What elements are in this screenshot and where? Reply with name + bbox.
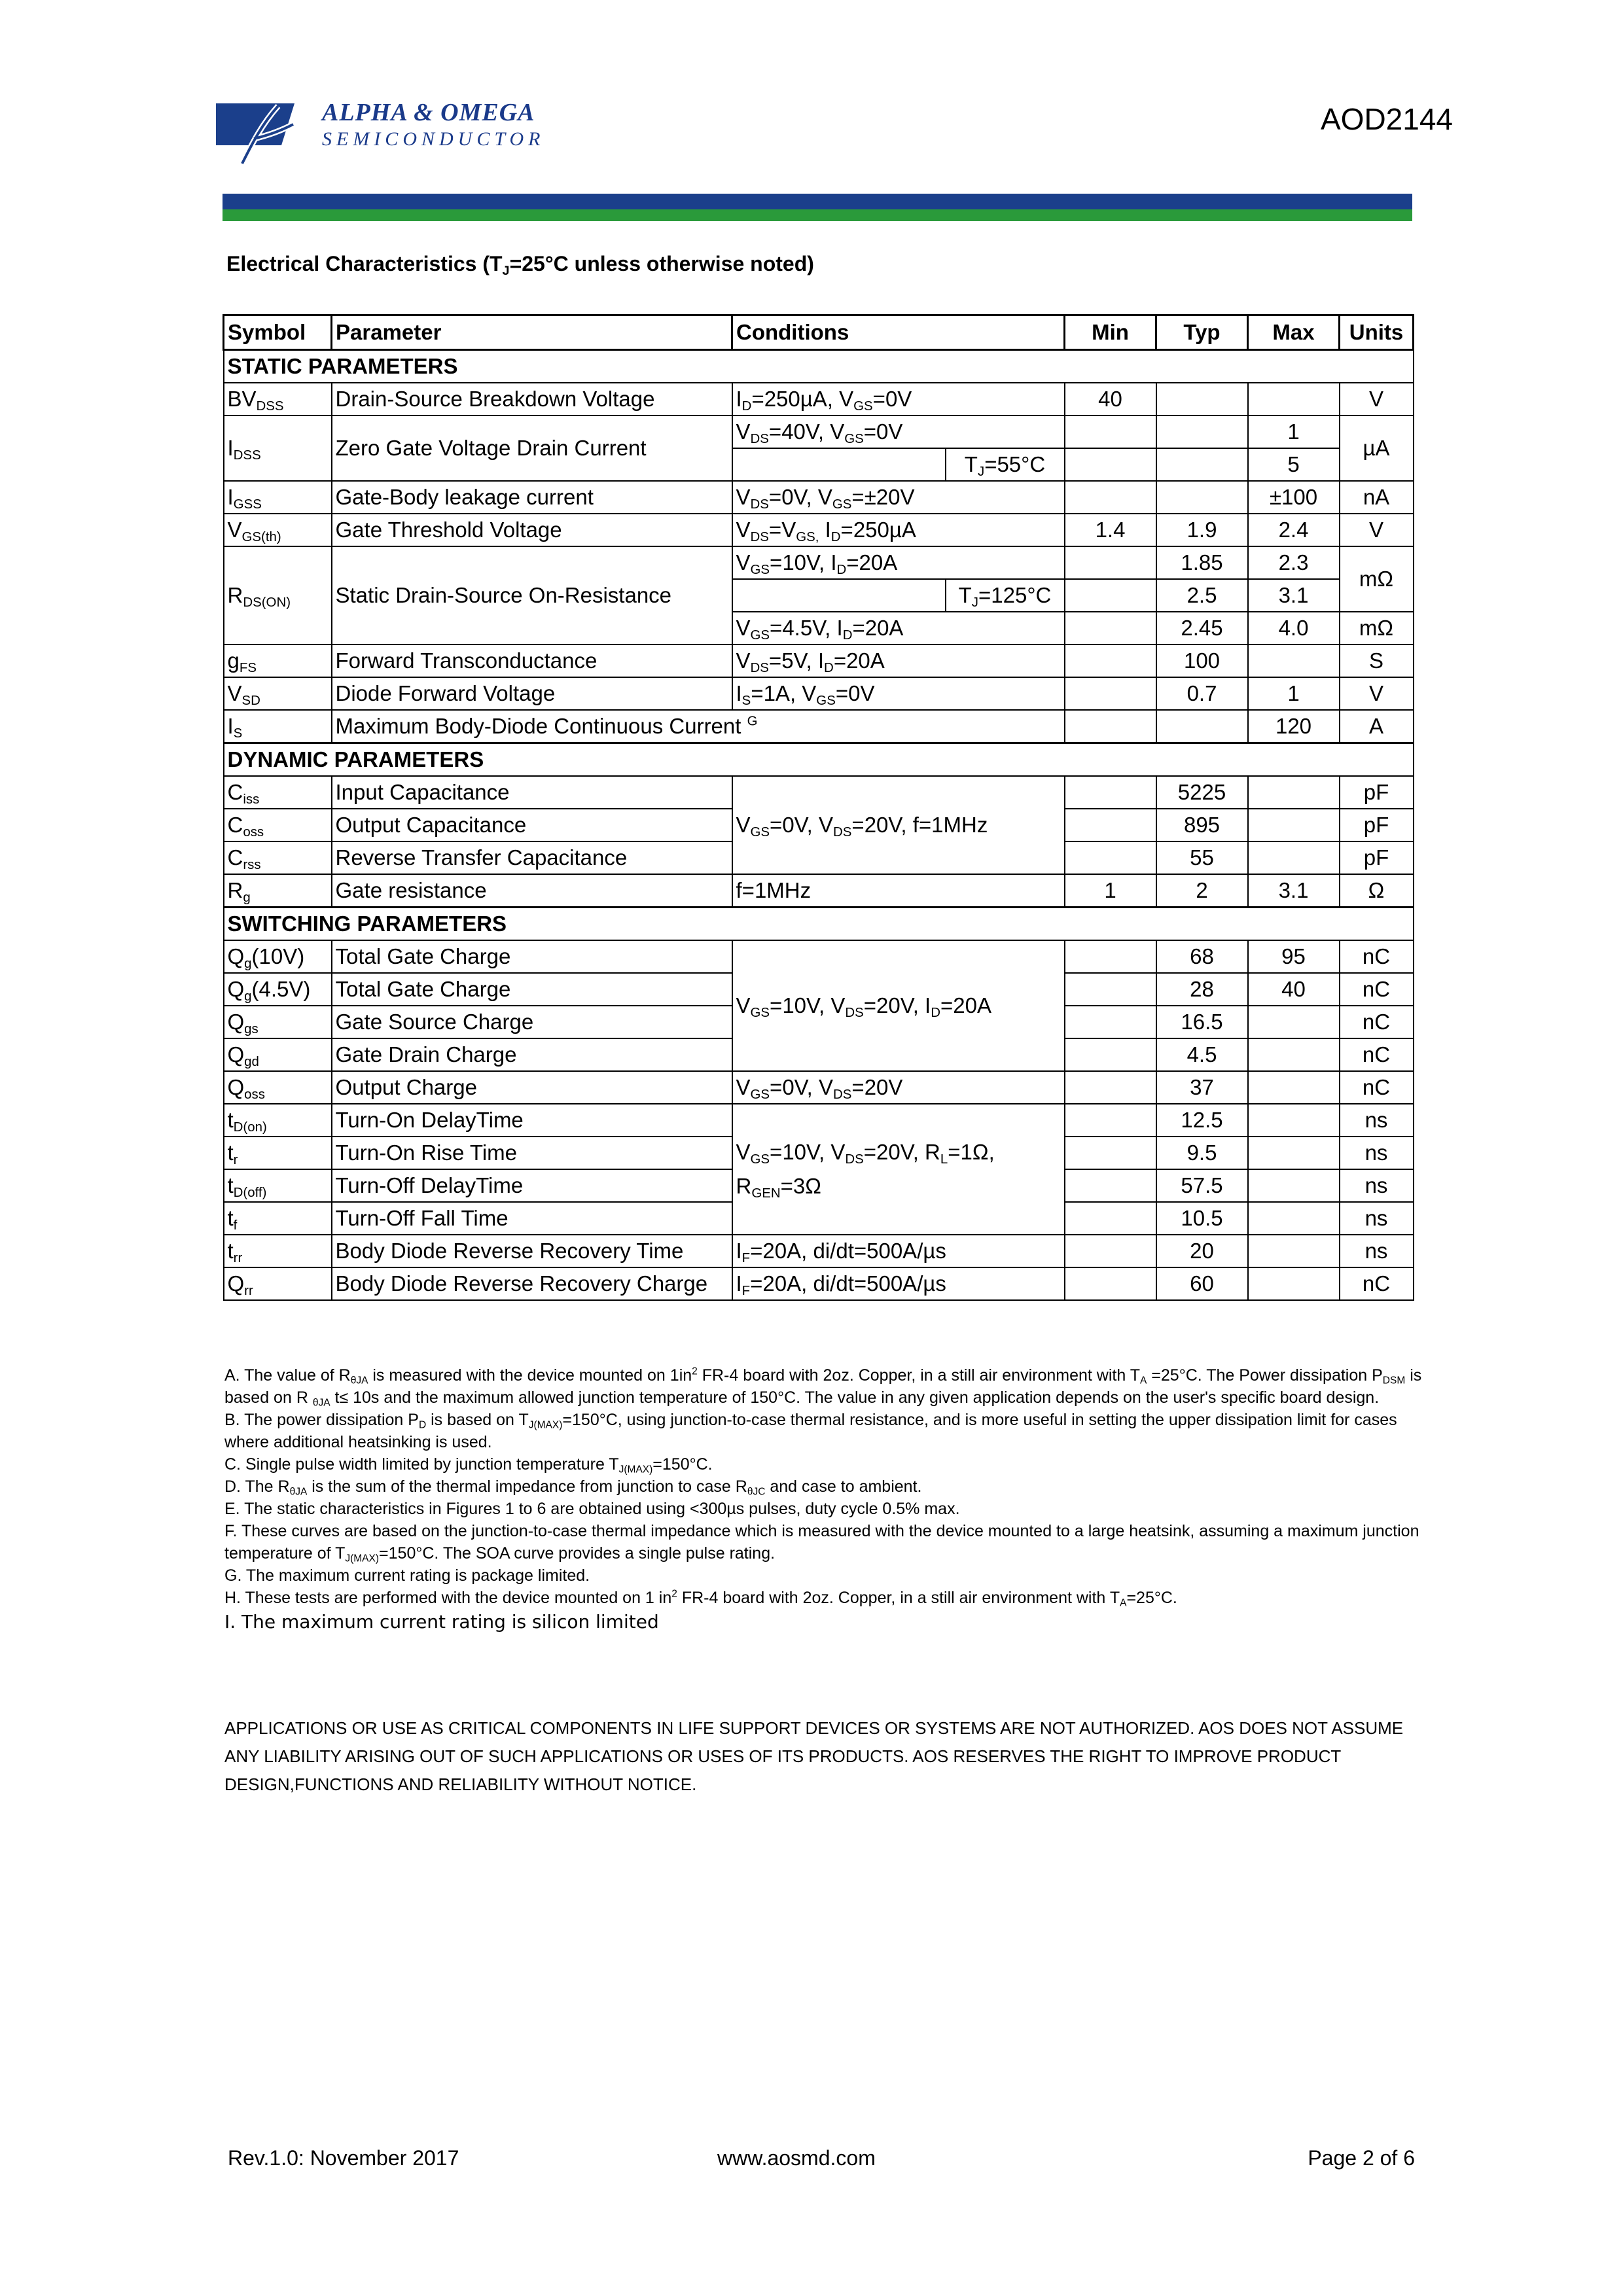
condition-cell: $V_{DS}=0V$, $V_{GS}=\pm 20V$ bbox=[732, 481, 1065, 514]
symbol-cell: $Q_g(4.5V)$ bbox=[224, 973, 332, 1006]
table-row bbox=[224, 677, 1414, 710]
units-cell: ns bbox=[1340, 1137, 1414, 1169]
table-row bbox=[224, 1235, 1414, 1267]
header-conditions: Conditions bbox=[732, 315, 1065, 350]
min-cell bbox=[1065, 1137, 1156, 1169]
max-cell bbox=[1248, 383, 1340, 415]
typ-cell: 16.5 bbox=[1156, 1006, 1248, 1038]
max-cell bbox=[1248, 776, 1340, 809]
max-cell: ±100 bbox=[1248, 481, 1340, 514]
note-e: E. The static characteristics in Figures 1 to 6 are obtained using <300µs pulses, duty cycle 0.5% max. bbox=[224, 1500, 960, 1518]
typ-cell: 68 bbox=[1156, 940, 1248, 973]
units-cell: nC bbox=[1340, 1006, 1414, 1038]
condition-cell: $I_S=1A$, $V_{GS}=0V$ bbox=[732, 677, 1065, 710]
max-cell: 40 bbox=[1248, 973, 1340, 1006]
header-units: Units bbox=[1340, 315, 1414, 350]
parameter-cell: Total Gate Charge bbox=[332, 973, 732, 1006]
condition-cell: $V_{GS}=0V$, $V_{DS}=20V$, f=1MHz bbox=[732, 776, 1065, 874]
parameter-cell: Forward Transconductance bbox=[332, 645, 732, 677]
condition-cell: $V_{DS}=5V$, $I_D=20A$ bbox=[732, 645, 1065, 677]
units-cell: S bbox=[1340, 645, 1414, 677]
typ-cell: 5225 bbox=[1156, 776, 1248, 809]
min-cell bbox=[1065, 1071, 1156, 1104]
condition-cell: $T_J=125^\circ C$ bbox=[946, 579, 1065, 612]
footer-website-link[interactable]: www.aosmd.com bbox=[717, 2146, 876, 2170]
units-cell: A bbox=[1340, 710, 1414, 743]
units-cell: V bbox=[1340, 677, 1414, 710]
header-bar-green bbox=[223, 209, 1412, 221]
units-cell: nC bbox=[1340, 1071, 1414, 1104]
section-row bbox=[224, 743, 1414, 777]
typ-cell: 2 bbox=[1156, 874, 1248, 908]
condition-blank bbox=[732, 579, 946, 612]
parameter-cell: Zero Gate Voltage Drain Current bbox=[332, 415, 732, 481]
units-cell: ns bbox=[1340, 1104, 1414, 1137]
header-parameter: Parameter bbox=[332, 315, 732, 350]
min-cell bbox=[1065, 481, 1156, 514]
parameter-cell: Drain-Source Breakdown Voltage bbox=[332, 383, 732, 415]
typ-cell: 2.45 bbox=[1156, 612, 1248, 645]
max-cell: 2.4 bbox=[1248, 514, 1340, 546]
units-cell: nA bbox=[1340, 481, 1414, 514]
note-b: B. The power dissipation $P_D$ is based on $T_{J(MAX)}=150^\circ C$, using junction-to-case thermal resistance, and is more useful in setting the upper dissipation limit for cases where additional heatsinking is used. bbox=[224, 1411, 1397, 1451]
condition-cell: $T_J=55^\circ C$ bbox=[946, 448, 1065, 481]
symbol-cell: $V_{GS(th)}$ bbox=[224, 514, 332, 546]
note-i: I. The maximum current rating is silicon limited bbox=[224, 1611, 659, 1633]
symbol-cell: $V_{SD}$ bbox=[224, 677, 332, 710]
symbol-cell: $t_{rr}$ bbox=[224, 1235, 332, 1267]
min-cell bbox=[1065, 973, 1156, 1006]
parameter-cell: Turn-Off Fall Time bbox=[332, 1202, 732, 1235]
typ-cell bbox=[1156, 383, 1248, 415]
max-cell: 5 bbox=[1248, 448, 1340, 481]
note-c: C. Single pulse width limited by junction temperature $T_{J(MAX)}=150^\circ C$. bbox=[224, 1455, 713, 1475]
max-cell: 1 bbox=[1248, 677, 1340, 710]
symbol-cell: $I_{GSS}$ bbox=[224, 481, 332, 514]
typ-cell: 895 bbox=[1156, 809, 1248, 841]
section-row bbox=[224, 908, 1414, 941]
parameter-cell: Gate Threshold Voltage bbox=[332, 514, 732, 546]
max-cell: 2.3 bbox=[1248, 546, 1340, 579]
units-cell: nC bbox=[1340, 940, 1414, 973]
symbol-cell: $C_{oss}$ bbox=[224, 809, 332, 841]
parameter-cell: Output Charge bbox=[332, 1071, 732, 1104]
condition-cell: $V_{DS}=V_{GS,}$ $I_D=250\mu A$ bbox=[732, 514, 1065, 546]
symbol-cell: $C_{iss}$ bbox=[224, 776, 332, 809]
footer-page-number: Page 2 of 6 bbox=[1308, 2146, 1415, 2170]
max-cell bbox=[1248, 1006, 1340, 1038]
table-row bbox=[224, 645, 1414, 677]
units-cell: nC bbox=[1340, 973, 1414, 1006]
parameter-cell: Body Diode Reverse Recovery Time bbox=[332, 1235, 732, 1267]
min-cell bbox=[1065, 448, 1156, 481]
symbol-cell: $BV_{DSS}$ bbox=[224, 383, 332, 415]
table-row bbox=[224, 383, 1414, 415]
company-name: ALPHA & OMEGA bbox=[322, 99, 535, 126]
condition-cell: f=1MHz bbox=[732, 874, 1065, 908]
typ-cell bbox=[1156, 448, 1248, 481]
min-cell bbox=[1065, 1169, 1156, 1202]
condition-blank bbox=[732, 448, 946, 481]
note-h: H. These tests are performed with the device mounted on 1 $in^2$ FR-4 board with 2oz. Copper, in a still air environment with $T_A=25^\circ C$. bbox=[224, 1588, 1177, 1609]
symbol-cell: $I_{DSS}$ bbox=[224, 415, 332, 481]
table-row bbox=[224, 546, 1414, 579]
parameter-cell: Output Capacitance bbox=[332, 809, 732, 841]
symbol-cell: $Q_{gd}$ bbox=[224, 1038, 332, 1071]
typ-cell: 4.5 bbox=[1156, 1038, 1248, 1071]
units-cell: Ω bbox=[1340, 874, 1414, 908]
note-f: F. These curves are based on the junction-to-case thermal impedance which is measured with the device mounted to a large heatsink, assuming a maximum junction temperature of $T_{J(MAX)}=150^\circ C$. The SOA curve provides a single pulse rating. bbox=[224, 1522, 1419, 1564]
parameter-cell: Gate-Body leakage current bbox=[332, 481, 732, 514]
max-cell bbox=[1248, 1235, 1340, 1267]
footnotes bbox=[224, 1364, 1422, 1635]
typ-cell: 20 bbox=[1156, 1235, 1248, 1267]
min-cell bbox=[1065, 415, 1156, 448]
max-cell bbox=[1248, 1071, 1340, 1104]
parameter-cell: Static Drain-Source On-Resistance bbox=[332, 546, 732, 645]
condition-cell: $V_{GS}=10V$, $V_{DS}=20V$, $R_L=1\Omega$, $R_{GEN}=3\Omega$ bbox=[732, 1104, 1065, 1235]
typ-cell bbox=[1156, 481, 1248, 514]
min-cell bbox=[1065, 841, 1156, 874]
max-cell bbox=[1248, 1137, 1340, 1169]
parameter-cell: Turn-On DelayTime bbox=[332, 1104, 732, 1137]
typ-cell: 10.5 bbox=[1156, 1202, 1248, 1235]
units-cell: nC bbox=[1340, 1038, 1414, 1071]
units-cell: mΩ bbox=[1340, 612, 1414, 645]
condition-cell: $V_{DS}=40V$, $V_{GS}=0V$ bbox=[732, 415, 1065, 448]
max-cell: 1 bbox=[1248, 415, 1340, 448]
min-cell bbox=[1065, 1006, 1156, 1038]
header-typ: Typ bbox=[1156, 315, 1248, 350]
max-cell: 95 bbox=[1248, 940, 1340, 973]
typ-cell: 28 bbox=[1156, 973, 1248, 1006]
symbol-cell: $R_g$ bbox=[224, 874, 332, 908]
typ-cell: 0.7 bbox=[1156, 677, 1248, 710]
min-cell bbox=[1065, 645, 1156, 677]
symbol-cell: $Q_g(10V)$ bbox=[224, 940, 332, 973]
section-row bbox=[224, 350, 1414, 383]
parameter-cell: Diode Forward Voltage bbox=[332, 677, 732, 710]
max-cell: 3.1 bbox=[1248, 579, 1340, 612]
typ-cell bbox=[1156, 710, 1248, 743]
typ-cell: 9.5 bbox=[1156, 1137, 1248, 1169]
parameter-cell: Gate resistance bbox=[332, 874, 732, 908]
min-cell bbox=[1065, 1235, 1156, 1267]
min-cell bbox=[1065, 1267, 1156, 1300]
typ-cell bbox=[1156, 415, 1248, 448]
condition-cell: $I_D=250\mu A$, $V_{GS}=0V$ bbox=[732, 383, 1065, 415]
min-cell bbox=[1065, 579, 1156, 612]
units-cell: µA bbox=[1340, 415, 1414, 481]
max-cell bbox=[1248, 1267, 1340, 1300]
header-bar-blue bbox=[223, 194, 1412, 209]
symbol-cell: $I_S$ bbox=[224, 710, 332, 743]
min-cell bbox=[1065, 1104, 1156, 1137]
parameter-cell: Reverse Transfer Capacitance bbox=[332, 841, 732, 874]
max-cell: 3.1 bbox=[1248, 874, 1340, 908]
part-number: AOD2144 bbox=[1320, 102, 1453, 136]
table-row bbox=[224, 710, 1414, 743]
max-cell bbox=[1248, 841, 1340, 874]
min-cell bbox=[1065, 809, 1156, 841]
min-cell bbox=[1065, 940, 1156, 973]
symbol-cell: $Q_{oss}$ bbox=[224, 1071, 332, 1104]
condition-cell: $I_F=20A$, di/dt=500A/µs bbox=[732, 1235, 1065, 1267]
units-cell: nC bbox=[1340, 1267, 1414, 1300]
note-d: D. The $R_{\theta JA}$ is the sum of the thermal impedance from junction to case $R_{\theta JC}$ and case to ambient. bbox=[224, 1477, 922, 1498]
alpha-omega-logo-icon bbox=[216, 98, 314, 170]
units-cell: ns bbox=[1340, 1202, 1414, 1235]
min-cell bbox=[1065, 546, 1156, 579]
max-cell bbox=[1248, 645, 1340, 677]
symbol-cell: $Q_{rr}$ bbox=[224, 1267, 332, 1300]
max-cell: 120 bbox=[1248, 710, 1340, 743]
note-a: A. The value of $R_{\theta JA}$ is measured with the device mounted on $1in^2$ FR-4 board with 2oz. Copper, in a still air environment with $T_A =25^\circ C$. The Power dissipation $P_{DSM}$ is based on R $_{\theta JA}$ t≤ 10s and the maximum allowed junction temperature of 150°C. The value in any given application depends on the user's specific board design. bbox=[224, 1366, 1422, 1409]
condition-cell: $I_F=20A$, di/dt=500A/µs bbox=[732, 1267, 1065, 1300]
min-cell: 1.4 bbox=[1065, 514, 1156, 546]
max-cell: 4.0 bbox=[1248, 612, 1340, 645]
units-cell: pF bbox=[1340, 809, 1414, 841]
symbol-cell: $t_{D(off)}$ bbox=[224, 1169, 332, 1202]
header-min: Min bbox=[1065, 315, 1156, 350]
symbol-cell: $C_{rss}$ bbox=[224, 841, 332, 874]
parameter-cell: Gate Drain Charge bbox=[332, 1038, 732, 1071]
section-heading: Electrical Characteristics ($T_J=25^\circ C$ unless otherwise noted) bbox=[226, 252, 814, 278]
units-cell: V bbox=[1340, 514, 1414, 546]
typ-cell: 2.5 bbox=[1156, 579, 1248, 612]
section-static: STATIC PARAMETERS bbox=[224, 350, 1414, 383]
table-row bbox=[224, 940, 1414, 973]
typ-cell: 60 bbox=[1156, 1267, 1248, 1300]
symbol-cell: $t_{D(on)}$ bbox=[224, 1104, 332, 1137]
units-cell: pF bbox=[1340, 776, 1414, 809]
min-cell bbox=[1065, 677, 1156, 710]
header-max: Max bbox=[1248, 315, 1340, 350]
condition-cell: $V_{GS}=10V$, $V_{DS}=20V$, $I_D=20A$ bbox=[732, 940, 1065, 1071]
min-cell bbox=[1065, 612, 1156, 645]
max-cell bbox=[1248, 1202, 1340, 1235]
units-cell: ns bbox=[1340, 1169, 1414, 1202]
header-symbol: Symbol bbox=[224, 315, 332, 350]
typ-cell: 1.9 bbox=[1156, 514, 1248, 546]
table-header-row bbox=[224, 315, 1414, 350]
typ-cell: 57.5 bbox=[1156, 1169, 1248, 1202]
typ-cell: 37 bbox=[1156, 1071, 1248, 1104]
parameter-cell: Maximum Body-Diode Continuous Current $^G$ bbox=[332, 710, 1065, 743]
table-row bbox=[224, 481, 1414, 514]
typ-cell: 100 bbox=[1156, 645, 1248, 677]
units-cell: mΩ bbox=[1340, 546, 1414, 612]
table-row bbox=[224, 415, 1414, 448]
symbol-cell: $R_{DS(ON)}$ bbox=[224, 546, 332, 645]
electrical-characteristics-table bbox=[223, 314, 1414, 1301]
units-cell: pF bbox=[1340, 841, 1414, 874]
typ-cell: 12.5 bbox=[1156, 1104, 1248, 1137]
parameter-cell: Body Diode Reverse Recovery Charge bbox=[332, 1267, 732, 1300]
max-cell bbox=[1248, 1104, 1340, 1137]
note-g: G. The maximum current rating is package limited. bbox=[224, 1566, 590, 1585]
min-cell bbox=[1065, 776, 1156, 809]
parameter-cell: Input Capacitance bbox=[332, 776, 732, 809]
min-cell: 1 bbox=[1065, 874, 1156, 908]
table-row bbox=[224, 776, 1414, 809]
max-cell bbox=[1248, 809, 1340, 841]
table-row bbox=[224, 1267, 1414, 1300]
section-switching: SWITCHING PARAMETERS bbox=[224, 908, 1414, 941]
company-subtitle: SEMICONDUCTOR bbox=[322, 128, 545, 150]
max-cell bbox=[1248, 1169, 1340, 1202]
min-cell bbox=[1065, 1038, 1156, 1071]
parameter-cell: Total Gate Charge bbox=[332, 940, 732, 973]
units-cell: ns bbox=[1340, 1235, 1414, 1267]
max-cell bbox=[1248, 1038, 1340, 1071]
table-row bbox=[224, 1071, 1414, 1104]
typ-cell: 1.85 bbox=[1156, 546, 1248, 579]
typ-cell: 55 bbox=[1156, 841, 1248, 874]
units-cell: V bbox=[1340, 383, 1414, 415]
table-row bbox=[224, 874, 1414, 908]
disclaimer: APPLICATIONS OR USE AS CRITICAL COMPONENTS IN LIFE SUPPORT DEVICES OR SYSTEMS ARE NOT AUTHORIZED. AOS DOES NOT ASSUME ANY LIABILITY ARISING OUT OF SUCH APPLICATIONS OR USES OF ITS PRODUCTS. AOS RESERVES THE RIGHT TO IMPROVE PRODUCT DESIGN,FUNCTIONS AND RELIABILITY WITHOUT NOTICE. bbox=[224, 1718, 1404, 1794]
condition-cell: $V_{GS}=10V$, $I_D=20A$ bbox=[732, 546, 1065, 579]
parameter-cell: Turn-On Rise Time bbox=[332, 1137, 732, 1169]
min-cell: 40 bbox=[1065, 383, 1156, 415]
condition-cell: $V_{GS}=4.5V$, $I_D=20A$ bbox=[732, 612, 1065, 645]
condition-cell: $V_{GS}=0V$, $V_{DS}=20V$ bbox=[732, 1071, 1065, 1104]
parameter-cell: Gate Source Charge bbox=[332, 1006, 732, 1038]
symbol-cell: $Q_{gs}$ bbox=[224, 1006, 332, 1038]
table-row bbox=[224, 514, 1414, 546]
footer-revision: Rev.1.0: November 2017 bbox=[228, 2146, 459, 2170]
parameter-cell: Turn-Off DelayTime bbox=[332, 1169, 732, 1202]
min-cell bbox=[1065, 710, 1156, 743]
symbol-cell: $g_{FS}$ bbox=[224, 645, 332, 677]
symbol-cell: $t_f$ bbox=[224, 1202, 332, 1235]
table-row bbox=[224, 1104, 1414, 1137]
section-dynamic: DYNAMIC PARAMETERS bbox=[224, 743, 1414, 777]
min-cell bbox=[1065, 1202, 1156, 1235]
symbol-cell: $t_r$ bbox=[224, 1137, 332, 1169]
